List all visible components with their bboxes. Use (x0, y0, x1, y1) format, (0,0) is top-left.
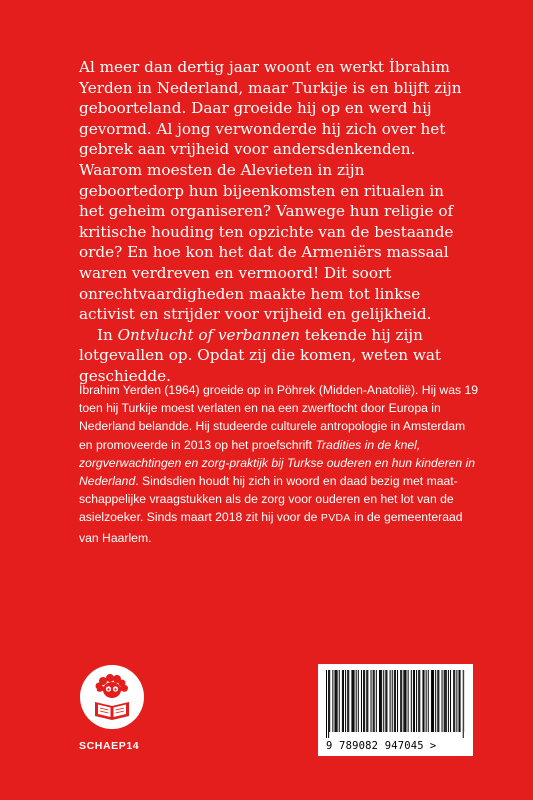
barcode-bar (329, 670, 330, 732)
publisher-name: SCHAEP14 (79, 740, 140, 752)
barcode-bar (448, 670, 449, 732)
barcode-bar (445, 670, 446, 732)
barcode-bar (408, 670, 409, 732)
barcode-bar (419, 670, 420, 732)
barcode-bar (334, 670, 335, 732)
thesis-title: Tradities in de knel, zorgverwachtingen en zorg-praktijk bij Turkse ouderen en hun kinderen in Nederland (79, 437, 476, 489)
barcode-bar (332, 670, 333, 732)
barcode-bar (414, 670, 415, 732)
barcode-bar (433, 670, 434, 732)
barcode-bar (348, 670, 349, 732)
barcode-bar (342, 670, 343, 732)
barcode-bar (442, 670, 443, 732)
barcode-bar (366, 670, 367, 732)
author-bio (79, 381, 479, 547)
barcode-bar (337, 670, 338, 732)
barcode-bar (422, 670, 423, 732)
barcode-bar (460, 670, 461, 732)
barcode-bar (326, 670, 327, 738)
barcode-bar (379, 670, 380, 732)
barcode-bar (428, 670, 429, 732)
barcode-bar (343, 670, 344, 732)
barcode-bar (404, 670, 405, 732)
barcode-bar (336, 670, 337, 732)
blurb-p2-rest: tekende hij zijn lotgevallen op. Opdat zij die komen, weten wat geschiedde. (79, 325, 441, 385)
barcode-bar (347, 670, 348, 732)
barcode-bar (351, 670, 352, 732)
barcode-bar (432, 670, 433, 732)
sheep-reading-book-icon (79, 664, 145, 730)
barcode-bar (383, 670, 384, 732)
bio-text-c: in de gemeenteraad van Haarlem. (79, 510, 463, 545)
isbn-end-mark: > (429, 740, 437, 752)
barcode-bar (416, 670, 417, 732)
barcode-bar (380, 670, 381, 732)
isbn-digits: 9 789082 947045 (326, 740, 424, 752)
barcode-bar (403, 670, 404, 732)
barcode-bars (326, 670, 465, 738)
barcode-bar (374, 670, 375, 732)
barcode-bar (328, 670, 329, 738)
barcode-bar (356, 670, 357, 732)
barcode-bar (364, 670, 365, 732)
blurb-p2-lead: In (97, 325, 118, 344)
barcode-bar (381, 670, 382, 732)
barcode-bar (459, 670, 460, 732)
barcode-bar (446, 670, 447, 732)
barcode (318, 664, 473, 756)
barcode-bar (371, 670, 372, 732)
barcode-bar (394, 670, 395, 732)
barcode-bar (354, 670, 355, 732)
barcode-bar (450, 670, 451, 732)
barcode-bar (353, 670, 354, 732)
barcode-bar (438, 670, 439, 732)
barcode-bar (367, 670, 368, 732)
bio-text-b: . Sindsdien houdt hij zich in woord en daad bezig met maat-schappelijke vraagstukken als de zorg voor ouderen en het lot van de asielzoeker. Sinds maart 2018 zit hij voor de (79, 474, 458, 525)
barcode-bar (431, 670, 432, 732)
barcode-bar (411, 670, 412, 732)
barcode-bar (413, 670, 414, 732)
barcode-bar (400, 670, 401, 732)
barcode-bar (395, 670, 396, 732)
barcode-bar (345, 670, 346, 732)
barcode-bar (361, 670, 362, 732)
barcode-bar (418, 670, 419, 732)
bio-text-a: İbrahim Yerden (1964) groeide op in Pöhrek (Midden-Anatolië). Hij was 19 toen hij Turkije moest verlaten en na een zwerftocht door Europa in Nederland belandde. Hij studeerde culturele antropologie in Amsterdam en promoveerde in 2013 op het proefschrift (79, 383, 479, 452)
barcode-bar (444, 670, 445, 732)
barcode-bar (453, 670, 454, 732)
barcode-bar (373, 670, 374, 732)
blurb-paragraph-1: Al meer dan dertig jaar woont en werkt İbrahim Yerden in Nederland, maar Turkije is en blijft zijn geboorteland. Daar groeide hij op en werd hij gevormd. Al jong verwonderde hij zich over het gebrek aan vrijheid voor andersdenkenden. Waarom moesten de Alevieten in zijn geboortedorp hun bijeenkomsten en ritualen in het geheim organiseren? Vanwege hun religie of kritische houding ten opzichte van de bestaande orde? En hoe kon het dat de Armeniërs massaal waren verdreven en vermoord! Dit soort onrechtvaardigheden maakte hem tot linkse activist en strijder voor vrijheid en gelijkheid. (79, 58, 462, 324)
barcode-bar (390, 670, 391, 732)
barcode-bar (435, 670, 436, 732)
barcode-bar (363, 670, 364, 732)
barcode-bar (426, 670, 427, 732)
barcode-bar (456, 670, 457, 732)
blurb (79, 57, 473, 387)
barcode-bar (424, 670, 425, 732)
barcode-bar (454, 670, 455, 732)
book-title: Ontvlucht of verbannen (117, 325, 300, 344)
blurb-paragraph-2 (79, 325, 473, 387)
party-name: PVDA (320, 513, 351, 525)
barcode-bar (463, 670, 464, 738)
barcode-bar (397, 670, 398, 732)
barcode-bar (358, 670, 359, 732)
barcode-bar (437, 670, 438, 732)
barcode-bar (385, 670, 386, 732)
barcode-bar (376, 670, 377, 732)
barcode-bar (339, 670, 340, 732)
isbn-number (326, 740, 466, 752)
barcode-bar (392, 670, 393, 732)
barcode-bar (401, 670, 402, 732)
barcode-bar (386, 670, 387, 732)
barcode-bar (406, 670, 407, 732)
